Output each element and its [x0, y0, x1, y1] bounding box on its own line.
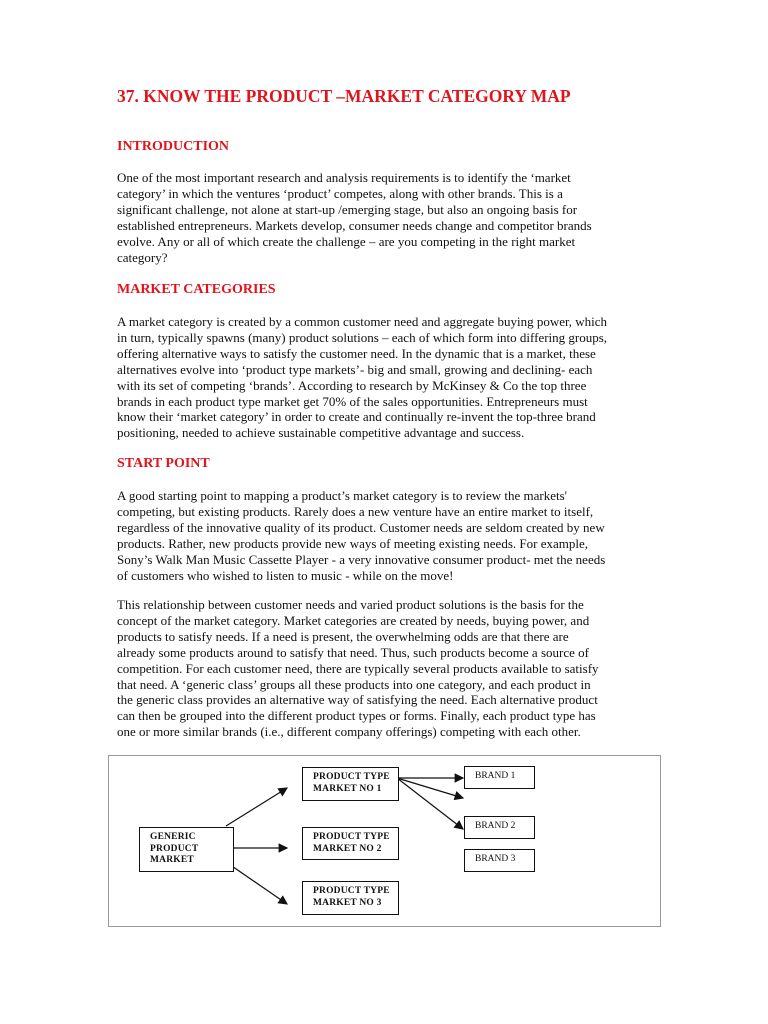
text-line: positioning, needed to achieve sustainable competitive advantage and success.: [117, 425, 525, 441]
box-label: BRAND 3: [475, 854, 516, 864]
product-type-market-3-box: [302, 881, 399, 915]
arrow-pt1-to-empty: [397, 778, 463, 798]
market-category-diagram: [108, 755, 661, 927]
text-line: competition. For each customer need, there are typically several products available to satisfy: [117, 660, 599, 676]
text-line: category?: [117, 249, 168, 265]
text-line: of customers who wished to listen to music - while on the move!: [117, 567, 454, 583]
text-line: evolve. Any or all of which create the challenge – are you competing in the right market: [117, 233, 576, 249]
market-categories-paragraph: [117, 314, 607, 441]
text-line: A market category is created by a common customer need and aggregate buying power, which: [117, 314, 608, 329]
text-line: brands in each product type market get 70% of the sales opportunities. Entrepreneurs must: [117, 393, 588, 409]
text-line: category’ in which the ventures ‘product’ competes, along with other brands. This is a: [117, 185, 563, 201]
brand-2-box: [464, 816, 535, 839]
text-line: products to satisfy needs. If a need is present, the overwhelming odds are that there are: [117, 628, 569, 644]
box-label: PRODUCT TYPE: [313, 886, 390, 896]
text-line: concept of the market category. Market categories are created by needs, buying power, and: [117, 612, 590, 628]
generic-product-market-box: [139, 827, 234, 872]
text-line: alternatives evolve into ‘product type markets’- big and small, growing and declining- each: [117, 361, 593, 377]
text-line: already some products around to satisfy that need. Thus, such products become a source of: [117, 644, 589, 660]
heading-start-point: START POINT: [117, 456, 210, 471]
start-point-paragraph-2: [117, 597, 599, 740]
arrow-generic-to-pt3: [226, 862, 287, 904]
text-line: competing, but existing products. Rarely does a new venture have an entire market to itself,: [117, 503, 594, 519]
box-label: MARKET NO 1: [313, 783, 382, 794]
box-label: MARKET NO 2: [313, 843, 382, 854]
box-label: PRODUCT TYPE: [313, 772, 390, 782]
heading-introduction: INTRODUCTION: [117, 139, 230, 154]
arrow-pt1-to-brand2: [397, 778, 463, 829]
text-line: regardless of the innovative quality of its product. Customer needs are seldom created by new: [117, 519, 605, 535]
text-line: One of the most important research and analysis requirements is to identify the ‘market: [117, 170, 571, 185]
text-line: with its set of competing ‘brands’. According to research by McKinsey & Co the top three: [117, 377, 587, 393]
product-type-market-1-box: [302, 767, 399, 801]
arrow-generic-to-pt1: [226, 788, 287, 826]
text-line: one or more similar brands (i.e., different company offerings) competing with each other.: [117, 724, 581, 740]
text-line: can then be grouped into the different product types or forms. Finally, each product type has: [117, 708, 596, 724]
intro-paragraph: [117, 170, 592, 265]
box-label: PRODUCT TYPE: [313, 832, 390, 842]
box-label: MARKET NO 3: [313, 897, 382, 908]
box-label: GENERIC: [150, 832, 196, 842]
box-label: PRODUCT: [150, 843, 199, 854]
box-label: MARKET: [150, 855, 194, 865]
text-line: significant challenge, not alone at start-up /emerging stage, but also an ongoing basis for: [117, 201, 578, 217]
box-label: BRAND 2: [475, 821, 516, 831]
heading-market-categories: MARKET CATEGORIES: [117, 282, 276, 297]
brand-3-box: [464, 849, 535, 872]
text-line: offering alternative ways to satisfy the customer need. In the dynamic that is a market, these: [117, 345, 596, 361]
text-line: that need. A ‘generic class’ groups all these products into one category, and each product in: [117, 676, 591, 692]
text-line: in turn, typically spawns (many) product solutions – each of which form into differing groups,: [117, 329, 608, 345]
start-point-paragraph-1: [117, 488, 605, 583]
text-line: Sony’s Walk Man Music Cassette Player - a very innovative consumer product- met the needs: [117, 551, 606, 567]
text-line: This relationship between customer needs and varied product solutions is the basis for the: [117, 597, 584, 612]
box-label: BRAND 1: [475, 771, 516, 781]
page-title: 37. KNOW THE PRODUCT –MARKET CATEGORY MAP: [117, 86, 571, 106]
text-line: the generic class provides an alternative way of satisfying the need. Each alternative product: [117, 692, 598, 708]
text-line: products. Rather, new products provide new ways of meeting existing needs. For example,: [117, 535, 588, 551]
product-type-market-2-box: [302, 827, 399, 860]
text-line: know their ‘market category’ in order to create and continually re-invent the top-three brand: [117, 409, 596, 425]
brand-1-box: [464, 766, 535, 789]
text-line: A good starting point to mapping a product’s market category is to review the markets': [117, 488, 568, 503]
text-line: established entrepreneurs. Markets develop, consumer needs change and competitor brands: [117, 217, 592, 233]
